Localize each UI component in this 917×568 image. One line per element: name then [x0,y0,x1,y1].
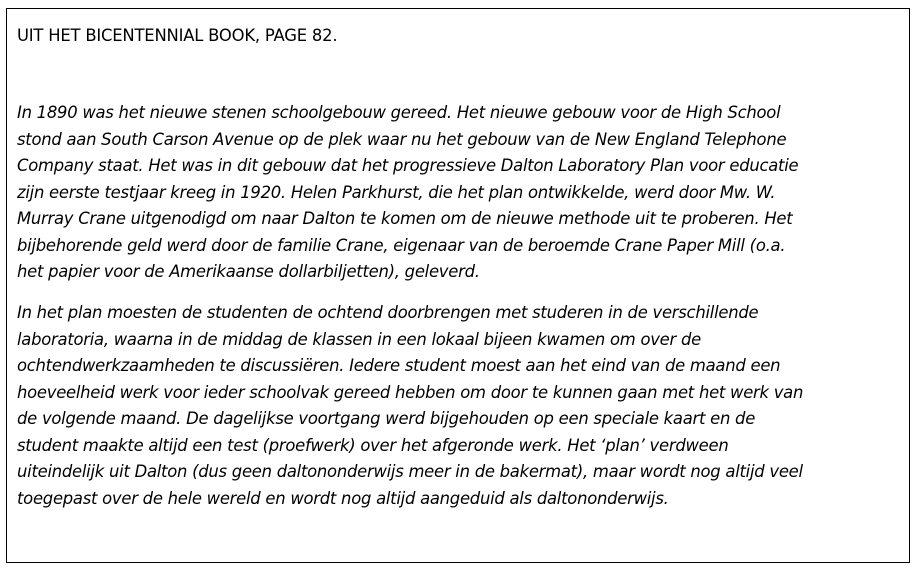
paragraph-line: de volgende maand. De dagelijkse voortgang werd bijgehouden op een speciale kaart en de [17,409,756,428]
paragraph-line: zijn eerste testjaar kreeg in 1920. Helen Parkhurst, die het plan ontwikkelde, werd door Mw. W. [17,182,776,202]
paragraph-line: bijbehorende geld werd door de familie Crane, eigenaar van de beroemde Crane Paper Mill (o.a. [17,235,786,255]
paragraph-line: toegepast over de hele wereld en wordt nog altijd aangeduid als daltononderwijs. [17,488,669,508]
paragraph-2 [17,300,803,512]
document-frame [6,8,910,563]
paragraph-line: hoeveelheid werk voor ieder schoolvak gereed hebben om door te kunnen gaan met het werk van [17,382,804,402]
paragraph-line: Murray Crane uitgenodigd om naar Dalton te komen om de nieuwe methode uit te proberen. Het [17,209,793,228]
paragraph-line: uiteindelijk uit Dalton (dus geen daltononderwijs meer in de bakermat), maar wordt nog altijd veel [17,462,803,481]
paragraph-line: het papier voor de Amerikaanse dollarbiljetten), geleverd. [17,262,480,281]
paragraph-line: ochtendwerkzaamheden te discussiëren. Iedere student moest aan het eind van de maand een [17,356,781,375]
paragraph-line: In 1890 was het nieuwe stenen schoolgebouw gereed. Het nieuwe gebouw voor de High School [17,103,781,122]
document-heading: UIT HET BICENTENNIAL BOOK, PAGE 82. [17,26,338,45]
paragraph-line: In het plan moesten de studenten de ochtend doorbrengen met studeren in de verschillende [17,303,759,322]
paragraph-line: student maakte altijd een test (proefwerk) over het afgeronde werk. Het ‘plan’ verdween [17,435,729,455]
paragraph-line: laboratoria, waarna in de middag de klassen in een lokaal bijeen kwamen om over de [17,329,701,349]
paragraph-1 [17,100,798,286]
paragraph-line: stond aan South Carson Avenue op de plek waar nu het gebouw van de New England Telephone [17,129,787,149]
paragraph-line: Company staat. Het was in dit gebouw dat het progressieve Dalton Laboratory Plan voor educatie [17,156,799,175]
